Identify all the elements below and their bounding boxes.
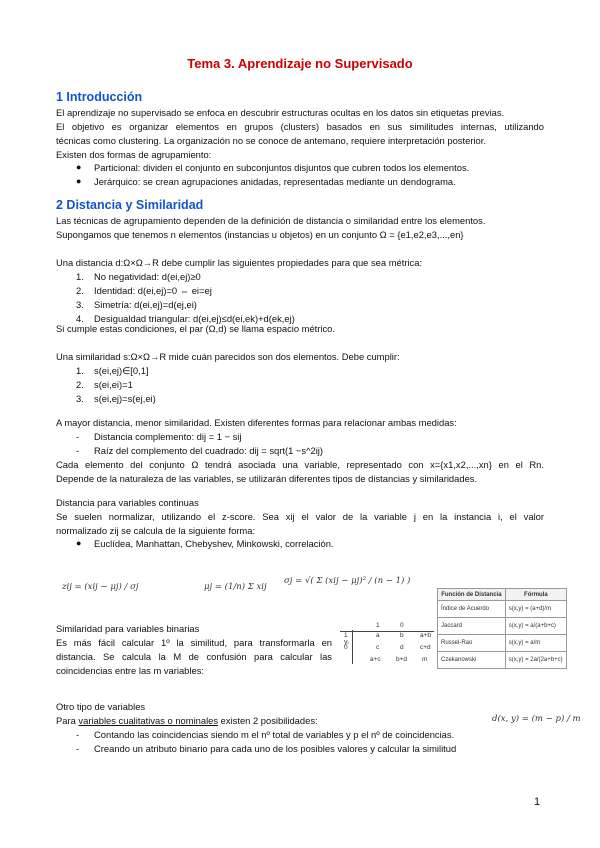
bullet-icon: ●	[76, 162, 82, 172]
paragraph: Si cumple estas condiciones, el par (Ω,d) se llama espacio métrico.	[56, 323, 336, 334]
table-cell: s(x,y) = a/m	[505, 635, 566, 652]
matrix-cell: a	[376, 632, 380, 639]
paragraph: El aprendizaje no supervisado se enfoca en descubrir estructuras ocultas en los datos sin etiquetas previas.	[56, 107, 505, 118]
dash-icon: -	[76, 729, 80, 740]
confusion-matrix	[340, 622, 434, 668]
paragraph: Existen dos formas de agrupamiento:	[56, 149, 212, 160]
paragraph: Es más fácil calcular 1º la similitud, para transformarla en	[56, 637, 332, 648]
mean-formula: μj = (1/n) Σ xij	[204, 582, 267, 592]
text-span: existen 2 posibilidades:	[218, 715, 318, 726]
paragraph: Supongamos que tenemos n elementos (instancias u objetos) en un conjunto Ω = {e1,e2,e3,...,en}	[56, 229, 464, 240]
bullet-icon: ●	[76, 538, 82, 548]
dash-icon: -	[76, 743, 80, 754]
list-item: Desigualdad triangular: d(ei,ej)≤d(ei,ek)+d(ek,ej)	[94, 313, 295, 324]
binary-similarity-table	[437, 588, 567, 669]
list-number: 1.	[76, 271, 84, 282]
table-cell: s(x,y) = 2a/(2a+b+c)	[505, 652, 566, 669]
paragraph: normalizado zij se calcula de la siguiente forma:	[56, 525, 256, 536]
std-formula: σj = √( Σ (xij − μj)² / (n − 1) )	[284, 576, 411, 586]
table-row	[438, 601, 567, 618]
nominal-distance-formula: d(x, y) = (m − p) / m	[492, 714, 581, 724]
matrix-cell: 1	[344, 632, 348, 639]
divider	[352, 630, 353, 664]
table-row	[438, 618, 567, 635]
paragraph: Una distancia d:Ω×Ω→R debe cumplir las siguientes propiedades para que sea métrica:	[56, 257, 423, 268]
bullet-icon: ●	[76, 176, 82, 186]
paragraph: Depende de la naturaleza de las variables, se utilizarán diferentes tipos de distancias y similaridades.	[56, 473, 478, 484]
paragraph: Las técnicas de agrupamiento dependen de la definición de distancia o similaridad entre los elementos.	[56, 215, 486, 226]
matrix-header: 0	[400, 622, 404, 629]
list-item: No negatividad: d(ei,ej)≥0	[94, 271, 201, 282]
list-number: 3.	[76, 299, 84, 310]
list-item: Identidad: d(ei,ej)=0 ⇔ ei=ej	[94, 285, 212, 296]
paragraph: Se suelen normalizar, utilizando el z-score. Sea xij el valor de la variable j en la instancia i, el valor	[56, 511, 544, 522]
paragraph: distancia. Se calcula la M de confusión para calcular las	[56, 651, 332, 662]
table-row	[438, 635, 567, 652]
paragraph	[56, 714, 544, 728]
row-var-label: yᵢ	[344, 639, 349, 646]
list-item: s(ei,ej)∈[0,1]	[94, 365, 149, 376]
zscore-formula: zij = (xij − μj) / σj	[62, 582, 139, 592]
table-cell: Czekanowski	[438, 652, 506, 669]
list-item: Raíz del complemento del cuadrado: dij = sqrt(1 −s^2ij)	[94, 445, 323, 456]
paragraph: A mayor distancia, menor similaridad. Existen diferentes formas para relacionar ambas medidas:	[56, 417, 457, 428]
section-1-heading: 1 Introducción	[56, 90, 143, 104]
matrix-cell: b	[400, 632, 404, 639]
list-number: 3.	[76, 393, 84, 404]
list-number: 2.	[76, 379, 84, 390]
matrix-cell: 0	[344, 644, 348, 651]
table-header: Fórmula	[505, 589, 566, 601]
paragraph: El objetivo es organizar elementos en grupos (clusters) basados en sus similitudes internas, utilizando	[56, 121, 544, 132]
table-header: Función de Distancia	[438, 589, 506, 601]
matrix-cell: c	[376, 644, 380, 651]
list-number: 4.	[76, 313, 84, 324]
subsection-title: Otro tipo de variables	[56, 701, 146, 712]
dash-icon: -	[76, 445, 80, 456]
table-cell: Índice de Acuerdo	[438, 601, 506, 618]
list-item: s(ei,ei)=1	[94, 379, 133, 390]
paragraph: coincidencias entre las m variables:	[56, 665, 204, 676]
list-item: Jerárquico: se crean agrupaciones anidadas, representadas mediante un dendograma.	[94, 176, 456, 187]
table-cell: s(x,y) = (a+d)/m	[505, 601, 566, 618]
matrix-cell: a+b	[420, 632, 432, 639]
underlined-term: variables cualitativas o nominales	[78, 715, 219, 726]
list-item: Simetría: d(ei,ej)=d(ej,ei)	[94, 299, 197, 310]
list-item: s(ei,ej)=s(ej,ei)	[94, 393, 156, 404]
list-item: Distancia complemento: dij = 1 − sij	[94, 431, 242, 442]
list-number: 2.	[76, 285, 84, 296]
matrix-cell: a+c	[370, 656, 381, 663]
subsection-title: Similaridad para variables binarias	[56, 623, 200, 634]
text-span: Para	[56, 715, 79, 726]
paragraph: Una similaridad s:Ω×Ω→R mide cuán parecidos son dos elementos. Debe cumplir:	[56, 351, 400, 362]
matrix-header: 1	[376, 622, 380, 629]
section-2-heading: 2 Distancia y Similaridad	[56, 198, 204, 212]
matrix-cell: c+d	[420, 644, 431, 651]
document-title: Tema 3. Aprendizaje no Supervisado	[187, 56, 413, 71]
table-cell: s(x,y) = a/(a+b+c)	[505, 618, 566, 635]
table-cell: Jaccard	[438, 618, 506, 635]
matrix-cell: b+d	[396, 656, 408, 663]
list-item: Contando las coincidencias siendo m el nº total de variables y p el nº de coincidencias.	[94, 729, 455, 740]
dash-icon: -	[76, 431, 80, 442]
paragraph: técnicas como clustering. La organización no se conoce de antemano, requiere interpretación posterior.	[56, 135, 486, 146]
list-number: 1.	[76, 365, 84, 376]
list-item: Creando un atributo binario para cada uno de los posibles valores y calcular la similitud	[94, 743, 457, 754]
paragraph: Cada elemento del conjunto Ω tendrá asociada una variable, representado con x={x1,x2,...,xn} en el Rn.	[56, 459, 544, 470]
page-number: 1	[534, 796, 541, 808]
subsection-title: Distancia para variables continuas	[56, 497, 199, 508]
list-item: Particional: dividen el conjunto en subconjuntos disjuntos que cubren todos los elementos.	[94, 162, 470, 173]
table-row	[438, 652, 567, 669]
table-cell: Russel-Rao	[438, 635, 506, 652]
matrix-cell: m	[422, 656, 428, 663]
matrix-cell: d	[400, 644, 404, 651]
list-item: Euclídea, Manhattan, Chebyshev, Minkowski, correlación.	[94, 538, 334, 549]
